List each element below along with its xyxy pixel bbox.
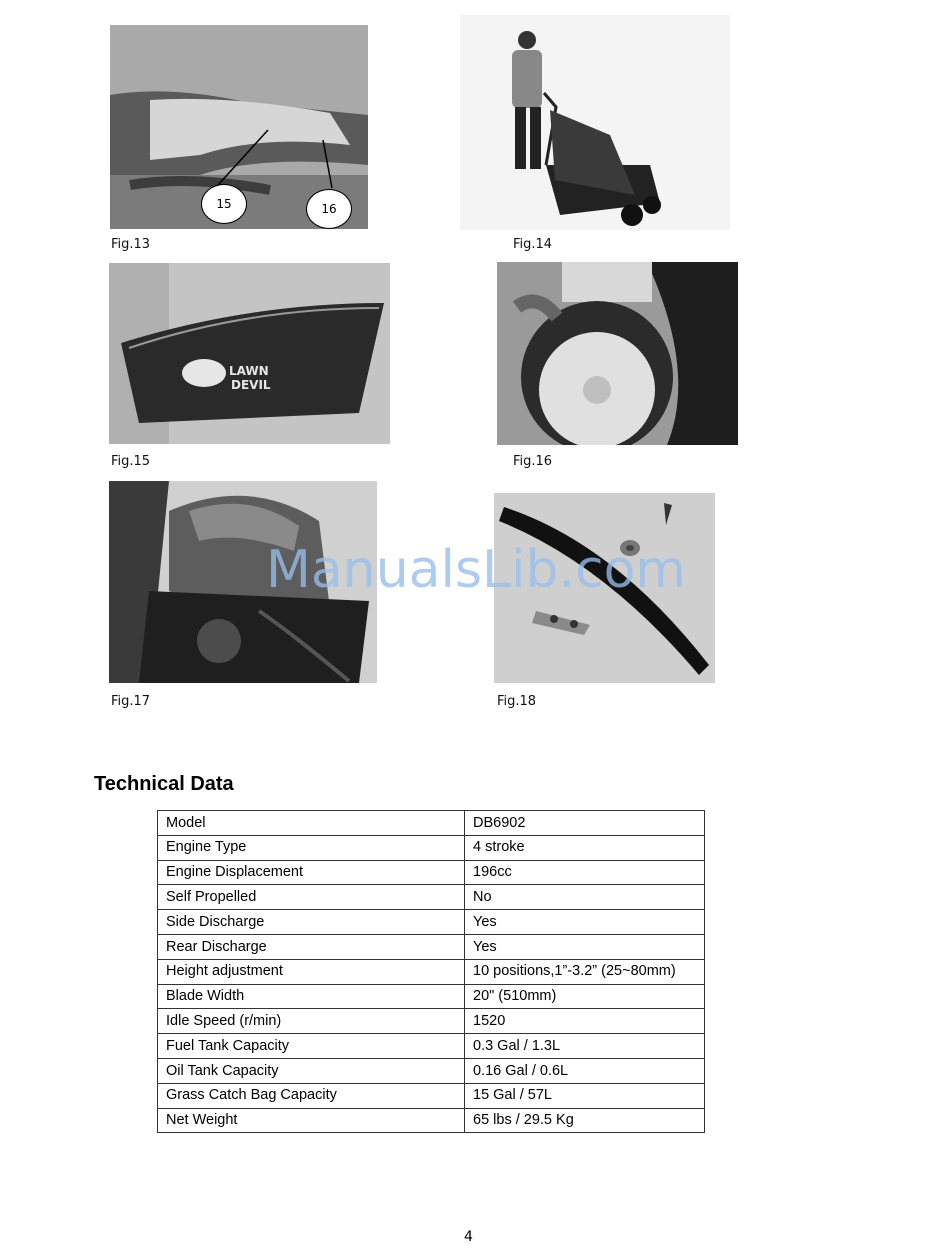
spec-label: Idle Speed (r/min) (158, 1009, 465, 1034)
fig16-caption: Fig.16 (513, 454, 553, 469)
spec-value: 65 lbs / 29.5 Kg (465, 1108, 705, 1133)
table-row (158, 1083, 705, 1108)
svg-text:DEVIL: DEVIL (231, 378, 271, 392)
fig18-photo (494, 493, 715, 683)
table-row (158, 885, 705, 910)
spec-label: Fuel Tank Capacity (158, 1034, 465, 1059)
spec-label: Grass Catch Bag Capacity (158, 1083, 465, 1108)
table-row (158, 934, 705, 959)
fig18-caption: Fig.18 (497, 694, 537, 709)
fig14-caption: Fig.14 (513, 237, 553, 252)
spec-value: 10 positions,1”-3.2” (25~80mm) (465, 959, 705, 984)
fig17-photo (109, 481, 377, 683)
callout-16: 16 (306, 189, 352, 229)
table-row (158, 1108, 705, 1133)
fig14-photo (460, 15, 730, 230)
spec-label: Side Discharge (158, 910, 465, 935)
fig13-caption: Fig.13 (111, 237, 151, 252)
table-row (158, 811, 705, 836)
spec-value: No (465, 885, 705, 910)
fig15-caption: Fig.15 (111, 454, 151, 469)
spec-value: DB6902 (465, 811, 705, 836)
table-row (158, 1009, 705, 1034)
spec-value: 4 stroke (465, 835, 705, 860)
spec-value: 1520 (465, 1009, 705, 1034)
manualslib-watermark: ManualsLib.com (266, 540, 687, 600)
page-number: 4 (464, 1229, 473, 1245)
spec-label: Model (158, 811, 465, 836)
table-row (158, 910, 705, 935)
spec-label: Engine Displacement (158, 860, 465, 885)
spec-value: 15 Gal / 57L (465, 1083, 705, 1108)
spec-label: Engine Type (158, 835, 465, 860)
spec-label: Blade Width (158, 984, 465, 1009)
spec-value: 196cc (465, 860, 705, 885)
spec-label: Net Weight (158, 1108, 465, 1133)
fig17-caption: Fig.17 (111, 694, 151, 709)
fig16-photo (497, 262, 738, 445)
technical-data-title: Technical Data (94, 773, 234, 795)
table-row (158, 1058, 705, 1083)
table-row (158, 860, 705, 885)
spec-value: 0.16 Gal / 0.6L (465, 1058, 705, 1083)
spec-label: Oil Tank Capacity (158, 1058, 465, 1083)
technical-data-table (157, 810, 705, 1133)
table-row (158, 1034, 705, 1059)
table-row (158, 959, 705, 984)
svg-text:LAWN: LAWN (229, 364, 269, 378)
spec-value: Yes (465, 934, 705, 959)
spec-value: 0.3 Gal / 1.3L (465, 1034, 705, 1059)
callout-15: 15 (201, 184, 247, 224)
spec-value: 20" (510mm) (465, 984, 705, 1009)
spec-label: Height adjustment (158, 959, 465, 984)
spec-label: Rear Discharge (158, 934, 465, 959)
table-row (158, 984, 705, 1009)
spec-label: Self Propelled (158, 885, 465, 910)
table-row (158, 835, 705, 860)
fig15-photo (109, 263, 390, 444)
spec-value: Yes (465, 910, 705, 935)
